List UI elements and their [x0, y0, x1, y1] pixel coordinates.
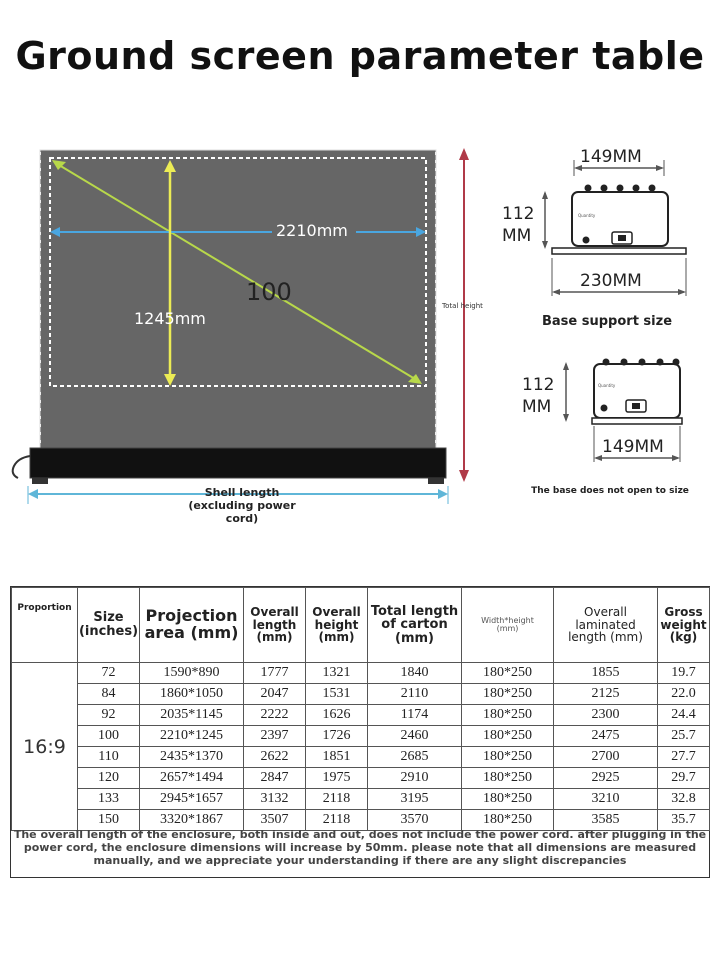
table-cell: 2125	[554, 684, 658, 705]
base-closed-diagram	[490, 350, 715, 510]
closed-height-b-label: MM	[522, 397, 552, 417]
table-cell: 1840	[368, 663, 462, 684]
table-cell: 22.0	[658, 684, 710, 705]
table-cell: 180*250	[462, 747, 554, 768]
table-cell: 1851	[306, 747, 368, 768]
table-cell: 2657*1494	[140, 768, 244, 789]
table-row	[12, 747, 710, 768]
shell-length-label: Shell length	[204, 486, 280, 499]
table-cell: 1626	[306, 705, 368, 726]
table-cell: 84	[78, 684, 140, 705]
shell-length-sub1: (excluding power	[188, 499, 296, 512]
shell-length-sub2: cord)	[225, 512, 259, 525]
table-cell: 1855	[554, 663, 658, 684]
screen-housing	[30, 448, 446, 478]
table-cell: 1975	[306, 768, 368, 789]
table-cell: 3132	[244, 789, 306, 810]
top-width-label: 149MM	[580, 147, 642, 167]
header-carton-length: Total length of carton (mm)	[368, 588, 462, 663]
table-row	[12, 705, 710, 726]
table-cell: 92	[78, 705, 140, 726]
bottom-width-label: 230MM	[580, 271, 642, 291]
screen-diagram	[0, 130, 500, 540]
table-cell: 3570	[368, 810, 462, 831]
header-projection-area: Projection area (mm)	[140, 588, 244, 663]
height-label: 1245mm	[134, 309, 206, 328]
table-cell: 2847	[244, 768, 306, 789]
table-cell: 1174	[368, 705, 462, 726]
closed-height-a-label: 112	[522, 375, 555, 395]
size-label: 100	[246, 278, 292, 306]
table-note	[11, 828, 709, 867]
table-cell: 1860*1050	[140, 684, 244, 705]
header-laminated-length: Overall laminated length (mm)	[554, 588, 658, 663]
table-cell: 2622	[244, 747, 306, 768]
note-line-1: The overall length of the enclosure, both inside and out, does not include the power cord. after plugging in the	[13, 828, 707, 841]
table-row	[12, 768, 710, 789]
table-cell: 150	[78, 810, 140, 831]
table-cell: 1531	[306, 684, 368, 705]
table-cell: 32.8	[658, 789, 710, 810]
table-cell: 27.7	[658, 747, 710, 768]
total-height-label: Total height	[442, 302, 483, 310]
table-cell: 2222	[244, 705, 306, 726]
table-cell: 2118	[306, 789, 368, 810]
table-cell: 2460	[368, 726, 462, 747]
table-cell: 3320*1867	[140, 810, 244, 831]
base-support-caption: Base support size	[541, 314, 673, 329]
header-proportion: Proportion	[12, 588, 78, 663]
table-cell: 2925	[554, 768, 658, 789]
closed-small-label: Quantity	[598, 383, 616, 388]
table-cell: 2435*1370	[140, 747, 244, 768]
table-cell: 110	[78, 747, 140, 768]
table-cell: 3210	[554, 789, 658, 810]
table-cell: 3195	[368, 789, 462, 810]
header-gross-weight: Gross weight (kg)	[658, 588, 710, 663]
parameter-table	[11, 587, 710, 831]
screen-fabric	[40, 150, 436, 450]
table-cell: 180*250	[462, 663, 554, 684]
table-cell: 180*250	[462, 810, 554, 831]
base-plate	[552, 248, 686, 254]
base-closed-caption: The base does not open to size	[531, 486, 689, 496]
table-cell: 2210*1245	[140, 726, 244, 747]
table-cell: 2475	[554, 726, 658, 747]
table-cell: 2910	[368, 768, 462, 789]
table-cell: 35.7	[658, 810, 710, 831]
table-cell: 2685	[368, 747, 462, 768]
table-cell: 2035*1145	[140, 705, 244, 726]
note-line-3: manually, and we appreciate your understanding if there are any slight discrepancies	[93, 854, 627, 867]
table-cell: 180*250	[462, 789, 554, 810]
table-cell: 1777	[244, 663, 306, 684]
table-cell: 1726	[306, 726, 368, 747]
height-a-label: 112	[502, 204, 535, 224]
table-cell: 2110	[368, 684, 462, 705]
header-overall-length: Overall length (mm)	[244, 588, 306, 663]
table-cell: 180*250	[462, 684, 554, 705]
parameter-table-frame	[10, 586, 710, 878]
closed-bottom-width-label: 149MM	[602, 437, 664, 457]
table-cell: 180*250	[462, 768, 554, 789]
power-cord	[13, 456, 30, 478]
table-cell: 24.4	[658, 705, 710, 726]
header-width-height: Width*height (mm)	[462, 588, 554, 663]
table-cell: 100	[78, 726, 140, 747]
table-cell: 1590*890	[140, 663, 244, 684]
table-cell: 120	[78, 768, 140, 789]
table-cell: 2118	[306, 810, 368, 831]
table-row	[12, 789, 710, 810]
table-row	[12, 684, 710, 705]
table-row	[12, 726, 710, 747]
table-cell: 19.7	[658, 663, 710, 684]
table-cell: 2397	[244, 726, 306, 747]
table-cell: 3507	[244, 810, 306, 831]
table-cell: 180*250	[462, 726, 554, 747]
note-line-2: power cord, the enclosure dimensions will increase by 50mm. please note that all dimensions are measured	[23, 841, 697, 854]
page-title: Ground screen parameter table	[15, 34, 705, 78]
table-cell: 2300	[554, 705, 658, 726]
table-cell: 133	[78, 789, 140, 810]
header-overall-height: Overall height (mm)	[306, 588, 368, 663]
proportion-cell: 16:9	[12, 663, 78, 831]
table-cell: 72	[78, 663, 140, 684]
base-small-label: Quantity	[578, 213, 596, 218]
height-b-label: MM	[502, 226, 532, 246]
table-cell: 2945*1657	[140, 789, 244, 810]
table-header-row	[12, 588, 710, 663]
table-cell: 25.7	[658, 726, 710, 747]
width-label: 2210mm	[276, 221, 348, 240]
table-cell: 2047	[244, 684, 306, 705]
table-cell: 1321	[306, 663, 368, 684]
base-support-diagram	[490, 140, 715, 340]
table-cell: 29.7	[658, 768, 710, 789]
table-cell: 2700	[554, 747, 658, 768]
table-row	[12, 663, 710, 684]
table-cell: 180*250	[462, 705, 554, 726]
table-cell: 3585	[554, 810, 658, 831]
header-size: Size (inches)	[78, 588, 140, 663]
